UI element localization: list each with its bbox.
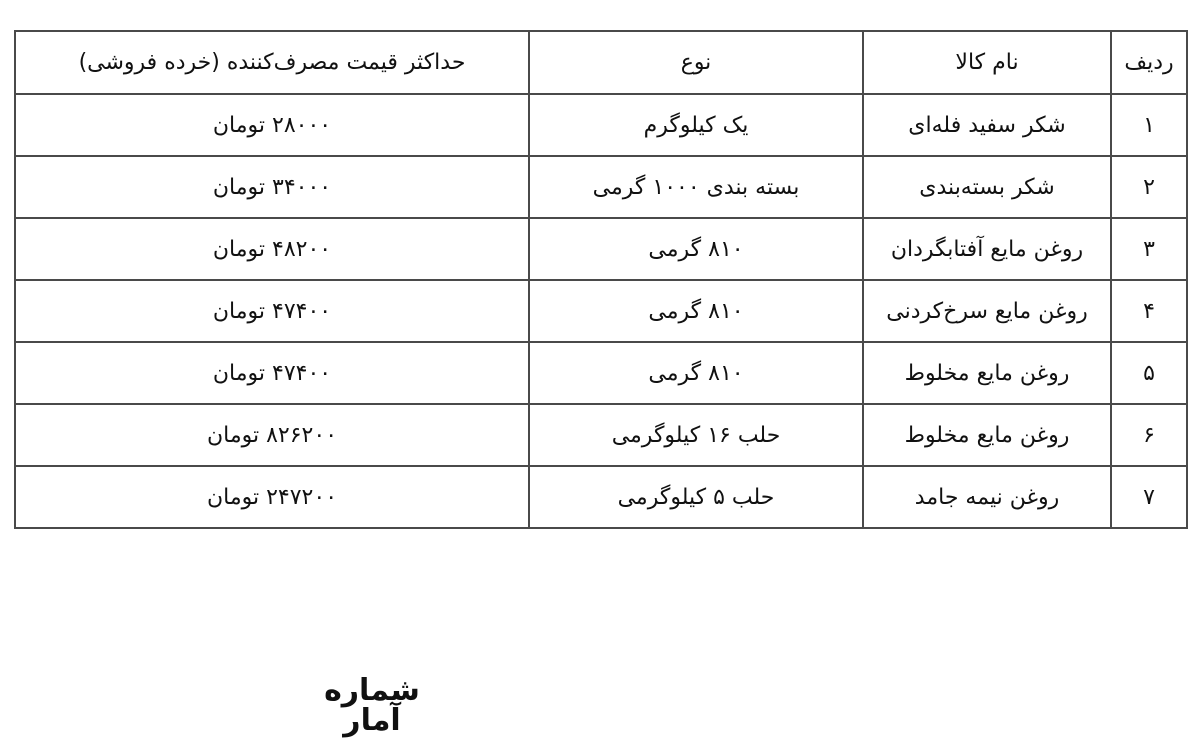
cut-off-footer-text: شماره آمار [324, 673, 420, 738]
cell-product-name: روغن نیمه جامد [863, 466, 1111, 528]
cell-index: ۲ [1111, 156, 1187, 218]
cell-type: ۸۱۰ گرمی [529, 218, 863, 280]
cell-product-name: روغن مایع مخلوط [863, 342, 1111, 404]
cell-type: ۸۱۰ گرمی [529, 280, 863, 342]
cell-index: ۱ [1111, 94, 1187, 156]
cell-product-name: شکر سفید فله‌ای [863, 94, 1111, 156]
cell-index: ۷ [1111, 466, 1187, 528]
header-type: نوع [529, 31, 863, 94]
cell-price: ۲۴۷۲۰۰ تومان [15, 466, 529, 528]
cell-index: ۵ [1111, 342, 1187, 404]
header-row-index: ردیف [1111, 31, 1187, 94]
table-row [15, 466, 1187, 528]
cell-price: ۴۸۲۰۰ تومان [15, 218, 529, 280]
table-row [15, 404, 1187, 466]
cell-index: ۳ [1111, 218, 1187, 280]
cell-price: ۳۴۰۰۰ تومان [15, 156, 529, 218]
header-max-price: حداکثر قیمت مصرف‌کننده (خرده فروشی) [15, 31, 529, 94]
table-row [15, 218, 1187, 280]
cell-type: حلب ۵ کیلوگرمی [529, 466, 863, 528]
cell-price: ۸۲۶۲۰۰ تومان [15, 404, 529, 466]
cell-product-name: شکر بسته‌بندی [863, 156, 1111, 218]
table-row [15, 280, 1187, 342]
cell-type: یک کیلوگرم [529, 94, 863, 156]
cell-type: ۸۱۰ گرمی [529, 342, 863, 404]
cell-product-name: روغن مایع مخلوط [863, 404, 1111, 466]
price-table [14, 30, 1188, 529]
cell-price: ۴۷۴۰۰ تومان [15, 280, 529, 342]
header-product-name: نام کالا [863, 31, 1111, 94]
table-header-row [15, 31, 1187, 94]
table-row [15, 94, 1187, 156]
cell-type: حلب ۱۶ کیلوگرمی [529, 404, 863, 466]
cell-price: ۴۷۴۰۰ تومان [15, 342, 529, 404]
cell-index: ۶ [1111, 404, 1187, 466]
cell-product-name: روغن مایع سرخ‌کردنی [863, 280, 1111, 342]
cell-product-name: روغن مایع آفتابگردان [863, 218, 1111, 280]
cell-index: ۴ [1111, 280, 1187, 342]
cell-type: بسته بندی ۱۰۰۰ گرمی [529, 156, 863, 218]
table-row [15, 156, 1187, 218]
cell-price: ۲۸۰۰۰ تومان [15, 94, 529, 156]
table-row [15, 342, 1187, 404]
